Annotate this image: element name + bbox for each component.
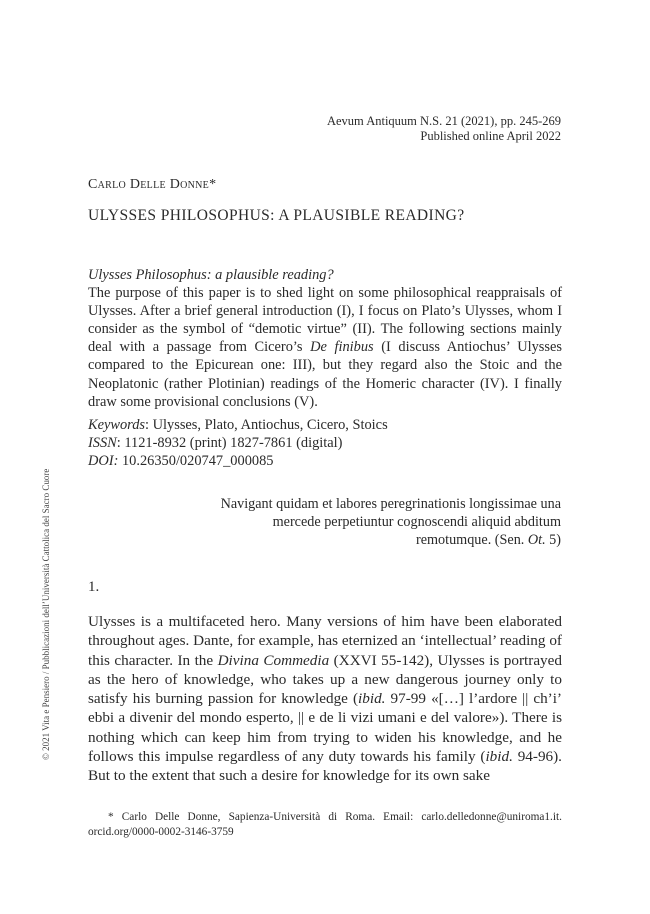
- keywords-label: Keywords: [88, 417, 146, 433]
- issn-line: [88, 435, 388, 453]
- keywords-value: : Ulysses, Plato, Antiochus, Cicero, Stoics: [145, 417, 388, 433]
- body-text-part: 97-99 «[…] l’ardore || ch’i’ ebbi a divenir del mondo esperto, || e de li vizi umani e del valore»). There is nothing which can keep him from trying to widen his knowledge, and he follows this impulse regardless of any duty towards his family (: [88, 690, 562, 766]
- epigraph-source: Ot.: [527, 532, 546, 548]
- journal-citation: Aevum Antiquum N.S. 21 (2021), pp. 245-269: [326, 114, 561, 128]
- abstract-text-part: The purpose of this paper is to shed light on some philosophical reappraisals of Ulysses. After a brief general introduction (I), I focus on Plato’s Ulysses, whom I consider as the symbol of “demotic virtue” (II). The following sections mainly deal with a passage from Cicero’s: [88, 285, 562, 356]
- body-text-part: (XXVI 55-142), Ulysses is portrayed as the hero of knowledge, who takes up a new dangerous journey only to satisfy his burning passion for knowledge (: [88, 651, 562, 708]
- body-text-italic: ibid.: [358, 690, 386, 708]
- body-text-italic: ibid.: [485, 748, 513, 766]
- abstract-text-italic: De finibus: [310, 339, 374, 356]
- copyright-side-note: © 2021 Vita e Pensiero / Pubblicazioni dell’Università Cattolica del Sacro Cuore: [41, 468, 51, 760]
- journal-header: [327, 114, 561, 144]
- body-paragraph: [88, 612, 562, 786]
- abstract-title: Ulysses Philosophus: a plausible reading?: [88, 267, 334, 283]
- epigraph-text: Navigant quidam et labores peregrinationis longissimae una mercede perpetiuntur cognoscendi aliquid abditum remotumque. (Sen.: [220, 496, 561, 548]
- doi-label: DOI:: [88, 452, 119, 469]
- section-number: 1.: [88, 579, 100, 595]
- body-text-part: Ulysses is a multifaceted hero. Many versions of him have been elaborated throughout ages. Dante, for example, has eternized an ‘intellectual’ reading of this character. In the: [88, 613, 562, 669]
- author-name: Carlo Delle Donne*: [88, 177, 217, 192]
- doi-value: 10.26350/020747_000085: [118, 452, 274, 469]
- publication-date: Published online April 2022: [420, 129, 561, 143]
- body-text-part: 94-96). But to the extent that such a desire for knowledge for its own sake: [88, 748, 562, 785]
- footnote: * Carlo Delle Donne, Sapienza-Università di Roma. Email: carlo.delledonne@uniroma1.it. orcid.org/0000-0002-3146-3759: [88, 811, 562, 838]
- epigraph: [216, 495, 561, 549]
- article-metadata: [88, 417, 388, 470]
- keywords-line: [88, 417, 388, 435]
- abstract-text: [88, 284, 562, 411]
- body-text-italic: Divina Commedia: [217, 651, 330, 669]
- epigraph-source-end: 5): [545, 532, 561, 548]
- issn-label: ISSN: [88, 434, 117, 451]
- abstract-text-part: (I discuss Antiochus’ Ulysses compared to the Epicurean one: III), but they regard also the Stoic and the Neoplatonic (rather Plotinian) readings of the Homeric character (IV). I finally draw some provisional conclusions (V).: [88, 339, 562, 410]
- article-title: ULYSSES PHILOSOPHUS: A PLAUSIBLE READING?: [88, 207, 465, 224]
- doi-line: [88, 453, 388, 471]
- issn-value: : 1121-8932 (print) 1827-7861 (digital): [116, 434, 343, 451]
- abstract: [88, 266, 562, 411]
